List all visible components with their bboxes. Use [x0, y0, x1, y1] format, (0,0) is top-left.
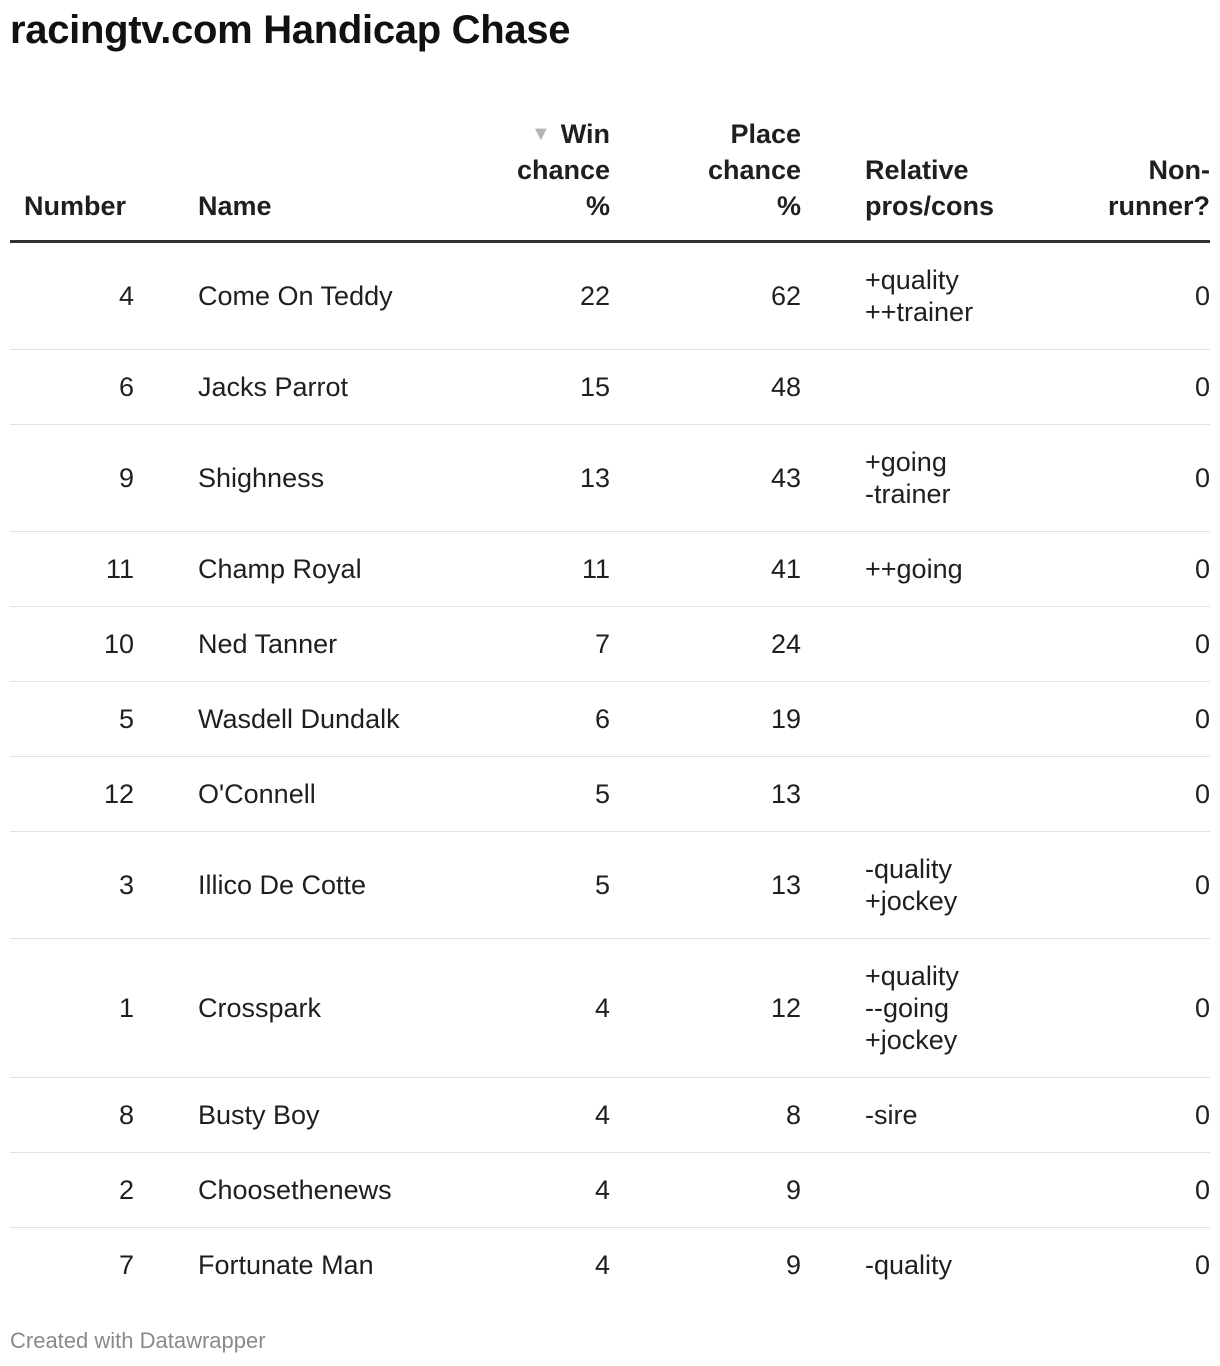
table-row — [10, 832, 1210, 939]
table-row — [10, 939, 1210, 1078]
cell-place-chance: 8 — [785, 1100, 801, 1130]
column-header-place-label: Place chance % — [707, 119, 801, 221]
cell-win-chance: 4 — [594, 993, 610, 1023]
cell-nonrunner: 0 — [1194, 629, 1210, 659]
cell-name: O'Connell — [198, 779, 316, 809]
column-header-nonrunner-label: Non- runner? — [1107, 155, 1210, 221]
cell-name: Come On Teddy — [198, 281, 393, 311]
cell-place-chance: 62 — [770, 281, 801, 311]
cell-nonrunner: 0 — [1194, 372, 1210, 402]
cell-win-chance: 22 — [579, 281, 610, 311]
column-header-place-chance[interactable] — [708, 116, 801, 224]
cell-number: 4 — [118, 281, 134, 311]
column-header-number-label: Number — [24, 191, 127, 221]
table-row — [10, 532, 1210, 607]
table-row — [10, 350, 1210, 425]
cell-number: 6 — [118, 372, 134, 402]
cell-relative: -quality +jockey — [865, 854, 958, 916]
triangle-down-icon: ▼ — [530, 123, 551, 145]
table-row — [10, 243, 1210, 350]
cell-number: 8 — [118, 1100, 134, 1130]
cell-number: 3 — [118, 870, 134, 900]
table-row — [10, 425, 1210, 532]
cell-win-chance: 11 — [581, 554, 610, 584]
cell-nonrunner: 0 — [1194, 870, 1210, 900]
cell-win-chance: 4 — [594, 1100, 610, 1130]
cell-place-chance: 19 — [770, 704, 801, 734]
cell-place-chance: 9 — [785, 1175, 801, 1205]
cell-relative: -sire — [865, 1100, 918, 1130]
cell-place-chance: 9 — [785, 1250, 801, 1280]
cell-number: 7 — [118, 1250, 134, 1280]
cell-nonrunner: 0 — [1194, 463, 1210, 493]
cell-name: Busty Boy — [198, 1100, 320, 1130]
cell-number: 11 — [105, 554, 134, 584]
cell-number: 5 — [118, 704, 134, 734]
datawrapper-credit: Created with Datawrapper — [10, 1328, 266, 1353]
cell-win-chance: 7 — [594, 629, 610, 659]
table-body — [10, 243, 1210, 1302]
cell-nonrunner: 0 — [1194, 554, 1210, 584]
table-row — [10, 1153, 1210, 1228]
cell-win-chance: 13 — [579, 463, 610, 493]
cell-relative: -quality — [865, 1250, 953, 1280]
cell-win-chance: 15 — [579, 372, 610, 402]
column-header-nonrunner[interactable] — [1108, 152, 1210, 224]
cell-win-chance: 6 — [594, 704, 610, 734]
cell-win-chance: 5 — [594, 870, 610, 900]
cell-name: Fortunate Man — [198, 1250, 374, 1280]
cell-place-chance: 13 — [770, 870, 801, 900]
column-header-win-chance[interactable] — [517, 116, 610, 224]
table-header — [10, 112, 1210, 243]
cell-number: 1 — [118, 993, 134, 1023]
cell-number: 9 — [118, 463, 134, 493]
table-row — [10, 682, 1210, 757]
cell-relative: +going -trainer — [865, 447, 951, 509]
cell-nonrunner: 0 — [1194, 281, 1210, 311]
cell-name: Champ Royal — [198, 554, 362, 584]
cell-nonrunner: 0 — [1194, 779, 1210, 809]
table-row — [10, 757, 1210, 832]
cell-name: Shighness — [198, 463, 325, 493]
cell-nonrunner: 0 — [1194, 1175, 1210, 1205]
race-table — [10, 112, 1210, 1302]
chart-title: racingtv.com Handicap Chase — [10, 8, 571, 52]
table-row — [10, 1228, 1210, 1302]
table-row — [10, 1078, 1210, 1153]
cell-number: 12 — [103, 779, 134, 809]
column-header-relative[interactable] — [865, 152, 994, 224]
cell-relative: +quality --going +jockey — [865, 961, 959, 1055]
cell-name: Choosethenews — [198, 1175, 392, 1205]
column-header-relative-label: Relative pros/cons — [865, 155, 995, 221]
cell-nonrunner: 0 — [1194, 1250, 1210, 1280]
column-header-name-label: Name — [198, 191, 272, 221]
cell-nonrunner: 0 — [1194, 1100, 1210, 1130]
cell-win-chance: 4 — [594, 1250, 610, 1280]
column-header-name[interactable] — [198, 188, 272, 224]
cell-number: 10 — [103, 629, 134, 659]
table-row — [10, 607, 1210, 682]
cell-name: Ned Tanner — [198, 629, 338, 659]
cell-name: Crosspark — [198, 993, 322, 1023]
cell-place-chance: 41 — [770, 554, 801, 584]
cell-name: Illico De Cotte — [198, 870, 367, 900]
cell-number: 2 — [118, 1175, 134, 1205]
cell-relative: ++going — [865, 554, 963, 584]
cell-place-chance: 12 — [770, 993, 801, 1023]
cell-name: Wasdell Dundalk — [198, 704, 400, 734]
cell-nonrunner: 0 — [1194, 993, 1210, 1023]
cell-name: Jacks Parrot — [198, 372, 349, 402]
column-header-win-label: Win chance % — [516, 119, 610, 221]
column-header-number[interactable] — [24, 188, 126, 224]
cell-place-chance: 48 — [770, 372, 801, 402]
cell-nonrunner: 0 — [1194, 704, 1210, 734]
cell-place-chance: 13 — [770, 779, 801, 809]
cell-place-chance: 43 — [770, 463, 801, 493]
cell-relative: +quality ++trainer — [865, 265, 974, 327]
cell-win-chance: 5 — [594, 779, 610, 809]
cell-win-chance: 4 — [594, 1175, 610, 1205]
cell-place-chance: 24 — [770, 629, 801, 659]
